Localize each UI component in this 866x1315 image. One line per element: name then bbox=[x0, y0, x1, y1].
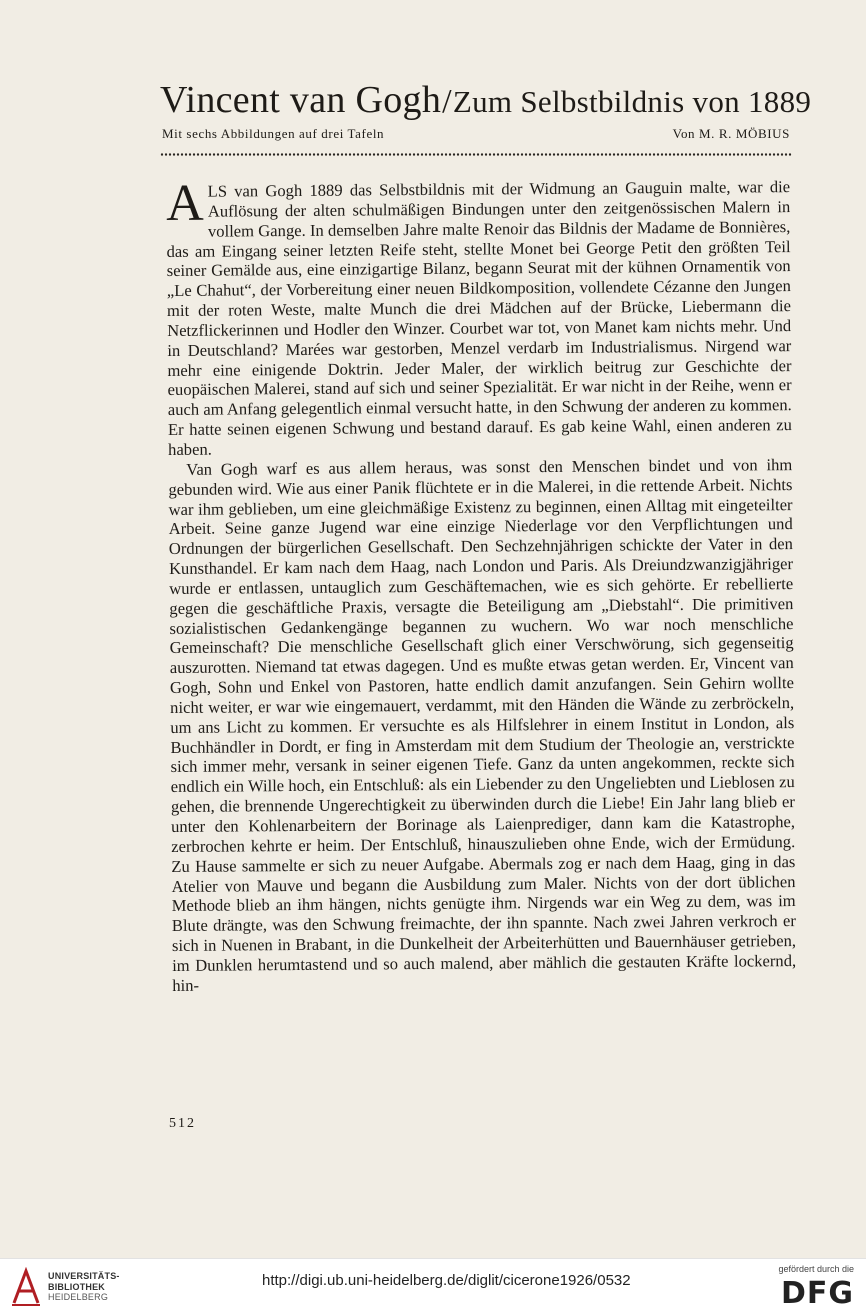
article-body bbox=[165, 174, 797, 995]
title-main: Vincent van Gogh bbox=[160, 79, 442, 121]
paragraph-1-text: LS van Gogh 1889 das Selbstbildnis mit der Widmung an Gauguin malte, war die Auflösung der alten schulmäßigen Bindungen unter den zeitgenössischen Malern in vollem Gange. In demselben Jahre malte Renoir das Bildnis der Madame de Bonnières, das am Eingang seiner letzten Reife steht, stellte Monet bei George Petit den größten Teil seiner Gemälde aus, eine einzigartige Bilanz, begann Seurat mit der kühnen Ornamentik von „Le Chahut“, der Vorbereitung einer neuen Bildkomposition, vollendete Cézanne den Jungen mit der roten Weste, malte Munch die drei Mädchen auf der Brücke, Liebermann die Netzflickerinnen und Hodler den Winzer. Courbet war tot, von Manet kam nichts mehr. Und in Deutschland? Marées war gestorben, Menzel verdarb im Industrialismus. Nirgend war mehr eine einigende Doktrin. Jeder Maler, der wirklich beitrug zur Geschichte der euopäischen Malerei, stand auf sich und seiner Spezialität. Er war nicht in der Reihe, wenn er auch am Anfang gelegentlich einmal versucht hatte, in den Schwung der anderen zu kommen. Er hatte seinen eigenen Schwung und bestand darauf. Es gab keine Wahl, einen anderen zu haben. bbox=[166, 177, 793, 459]
paragraph-2: Van Gogh warf es aus allem heraus, was sonst den Menschen bindet und von ihm gebunden wird. Wie aus einer Panik flüchtete er in die Malerei, in die rettende Arbeit. Nichts war ihm geblieben, um eine gleichmäßige Existenz zu beginnen, einen Alltag mit eingeteilter Arbeit. Seine ganze Jugend war eine einzige Niederlage vor den Verpflichtungen und Ordnungen der bürgerlichen Gesellschaft. Den Sechzehnjährigen schickte der Vater in den Kunsthandel. Er kam nach dem Haag, nach London und Paris. Als Dreiundzwanzigjähriger wurde er entlassen, untauglich zum Geschäftemachen, wie es sich gehörte. Er rebellierte gegen die geschäftliche Praxis, versagte die Beteiligung am „Diebstahl“. Die primitiven sozialistischen Gedankengänge begannen zu wuchern. Wo war noch menschliche Gemeinschaft? Die menschliche Gesellschaft glich einer Verschwörung, sich gegenseitig auszurotten. Niemand tat etwas dagegen. Und es mußte etwas getan werden. Er, Vincent van Gogh, Sohn und Enkel von Pastoren, hatte endlich damit anzufangen. Sein Gehirn wollte nicht weiter, er war wie eingemauert, verdammt, mit den Händen die Wände zu zerbröckeln, um ans Licht zu kommen. Er versuchte es als Hilfslehrer in einem Institut in London, als Buchhändler in Dordt, er fing in Amsterdam mit dem Studium der Theologie an, verstrickte sich immer mehr, versank in seiner eigenen Tiefe. Ganz da unten angekommen, reckte sich endlich ein Wille hoch, ein Entschluß: als ein Liebender zu den Ungeliebten und Lieblosen zu gehen, die brennende Ungerechtigkeit zu überwinden durch die Liebe! Ein Jahr lang blieb er unter den Kohlenarbeitern der Borinage als Laienprediger, dann kam die Katastrophe, zerbrochen kehrte er heim. Der Entschluß, hinauszulieben ohne Ende, wich der Ermüdung. Zu Hause sammelte er sich zu neuer Aufgabe. Abermals zog er nach dem Haag, ging in das Atelier von Mauve und begann die Ausbildung zum Maler. Nichts von der dort üblichen Methode blieb an ihm hängen, nichts genügte ihm. Nirgends war ein Weg zu dem, was im Blute drängte, was den Schwung freimachte, der ihn spannte. Nach zwei Jahren verkroch er sich in Nuenen in Brabant, in die Dunkelheit der Arbeiterhütten und Bauernhäuser getrieben, im Dunklen herumtastend und so auch malend, aber mählich die gestauten Kräfte lockernd, hin- bbox=[168, 454, 797, 995]
article-title bbox=[160, 78, 812, 122]
dotted-rule bbox=[160, 152, 792, 157]
title-separator: / bbox=[442, 83, 452, 120]
author-line: Von M. R. MÖBIUS bbox=[672, 126, 790, 141]
article-subline bbox=[162, 126, 790, 142]
library-line-3: HEIDELBERG bbox=[48, 1292, 109, 1302]
library-line-1: UNIVERSITÄTS- bbox=[48, 1271, 120, 1281]
funder-caption: gefördert durch die bbox=[778, 1264, 854, 1274]
drop-cap: A bbox=[165, 174, 204, 232]
viewer-footer bbox=[0, 1258, 866, 1315]
page-number: 512 bbox=[169, 1116, 196, 1131]
title-sub: Zum Selbstbildnis von 1889 bbox=[452, 84, 812, 119]
library-name bbox=[48, 1271, 120, 1303]
subtitle-left: Mit sechs Abbildungen auf drei Tafeln bbox=[162, 126, 385, 141]
library-line-2: BIBLIOTHEK bbox=[48, 1281, 105, 1292]
university-logo-icon bbox=[10, 1267, 42, 1307]
dfg-logo: DFG bbox=[780, 1276, 854, 1311]
permalink-url[interactable]: http://digi.ub.uni-heidelberg.de/diglit/cicerone1926/0532 bbox=[262, 1272, 631, 1289]
paragraph-1 bbox=[165, 174, 793, 460]
